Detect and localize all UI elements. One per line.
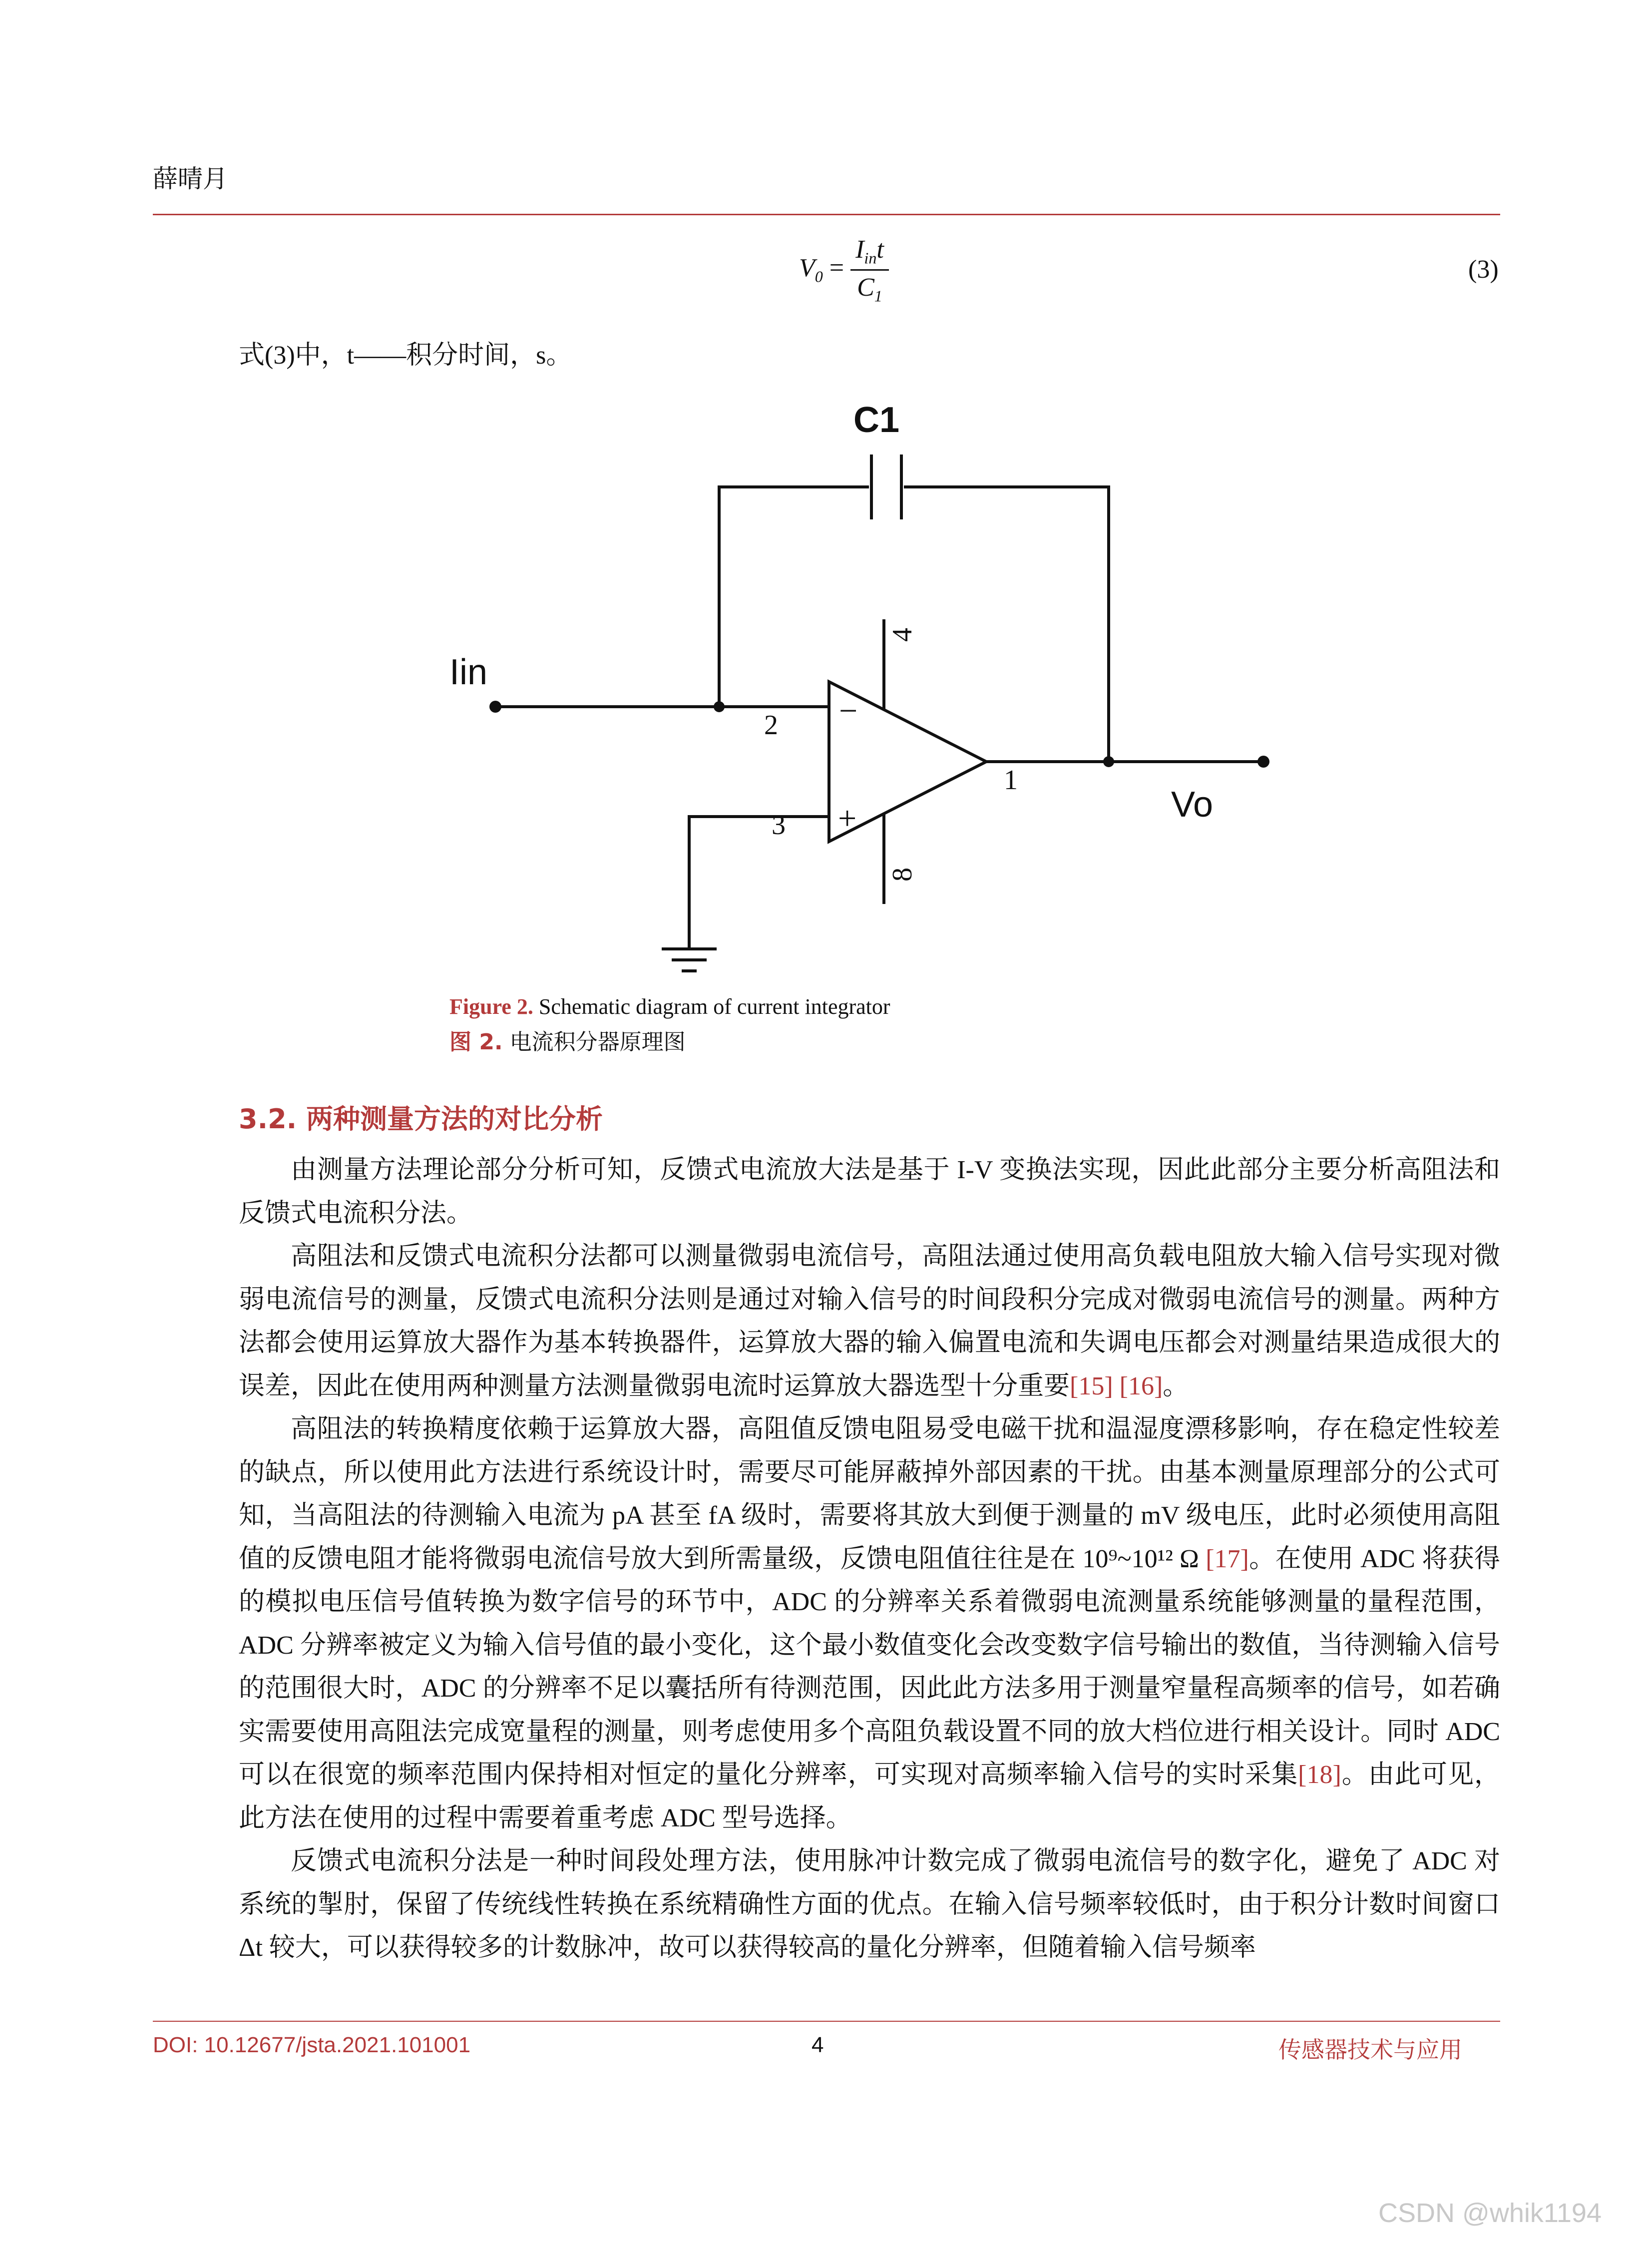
minus-sign: − <box>839 693 858 729</box>
journal-name: 传感器技术与应用 <box>1278 2036 1462 2063</box>
paragraph: 高阻法的转换精度依赖于运算放大器，高阻值反馈电阻易受电磁干扰和温湿度漂移影响，存在稳定性较差的缺点，所以使用此方法进行系统设计时，需要尽可能屏蔽掉外部因素的干扰。由基本测量原理部分的公式可知，当高阻法的待测输入电流为 pA 甚至 fA 级时，需要将其放大到便于测量的 mV 级电压，此时必须使用高阻值的反馈电阻才能将微弱电流信号放大到所需量级，反馈电阻值往往是在 10⁹~10¹² Ω [17]。在使用 ADC 将获得的模拟电压信号值转换为数字信号的环节中，ADC 的分辨率关系着微弱电流测量系统能够测量的量程范围，ADC 分辨率被定义为输入信号值的最小变化，这个最小数值变化会改变数字信号输出的数值，当待测输入信号的范围很大时，ADC 的分辨率不足以囊括所有待测范围，因此此方法多用于测量窄量程高频率的信号，如若确实需要使用高阻法完成宽量程的测量，则考虑使用多个高阻负载设置不同的放大档位进行相关设计。同时 ADC 可以在很宽的频率范围内保持相对恒定的量化分辨率，可实现对高频率输入信号的实时采集[18]。由此可见，此方法在使用的过程中需要着重考虑 ADC 型号选择。 <box>239 1415 1500 1832</box>
capacitor-label: C1 <box>853 400 900 440</box>
page-number: 4 <box>812 2033 824 2057</box>
pin-bottom: 8 <box>887 868 918 882</box>
body-text <box>239 1149 1500 1970</box>
author-name: 薛晴月 <box>153 165 228 193</box>
footer-rule <box>153 2021 1500 2022</box>
equation-3: $V_0$ = $\frac{I_{in}t}{C_1}$ <box>799 235 889 306</box>
citation-link[interactable]: [18] <box>1298 1761 1341 1789</box>
equation-fraction: $\frac{I_{in}t}{C_1}$ <box>850 235 889 306</box>
input-label: Iin <box>449 652 488 692</box>
watermark: CSDN @whik1194 <box>1378 2198 1602 2228</box>
figure-text-en: Schematic diagram of current integrator <box>538 994 890 1019</box>
equation-lhs: $V_0$ <box>799 253 823 286</box>
citation-link[interactable]: [17] <box>1206 1544 1249 1573</box>
figure-label-zh: 图 2. <box>449 1029 503 1055</box>
equation-number: (3) <box>1468 255 1499 284</box>
pin-output: 1 <box>1004 765 1018 796</box>
pin-noninverting: 3 <box>772 810 786 841</box>
integrator-schematic <box>439 390 1288 1014</box>
plus-sign: + <box>838 800 857 837</box>
citation-link[interactable]: [15] [16] <box>1070 1371 1163 1400</box>
pin-inverting: 2 <box>764 710 778 741</box>
header-rule <box>153 214 1500 215</box>
figure-caption-en <box>449 994 890 1019</box>
paragraph: 反馈式电流积分法是一种时间段处理方法，使用脉冲计数完成了微弱电流信号的数字化，避免了 ADC 对系统的掣肘，保留了传统线性转换在系统精确性方面的优点。在输入信号频率较低时，由于积分计数时间窗口 Δt 较大，可以获得较多的计数脉冲，故可以获得较高的量化分辨率，但随着输入信号频率 <box>239 1847 1500 1962</box>
variable-note: 式(3)中，t——积分时间，s。 <box>239 341 572 370</box>
figure-caption-zh <box>449 1024 686 1056</box>
output-label: Vo <box>1171 785 1214 825</box>
figure-label-en: Figure 2. <box>449 994 533 1019</box>
paragraph: 高阻法和反馈式电流积分法都可以测量微弱电流信号，高阻法通过使用高负载电阻放大输入信号实现对微弱电流信号的测量，反馈式电流积分法则是通过对输入信号的时间段积分完成对微弱电流信号的测量。两种方法都会使用运算放大器作为基本转换器件，运算放大器的输入偏置电流和失调电压都会对测量结果造成很大的误差，因此在使用两种测量方法测量微弱电流时运算放大器选型十分重要[15] [16]。 <box>239 1242 1500 1400</box>
footer-doi[interactable]: DOI: 10.12677/jsta.2021.101001 <box>153 2033 471 2057</box>
pin-top: 4 <box>887 628 918 642</box>
section-heading: 3.2. 两种测量方法的对比分析 <box>239 1103 603 1135</box>
figure-text-zh: 电流积分器原理图 <box>509 1029 686 1055</box>
paragraph: 由测量方法理论部分分析可知，反馈式电流放大法是基于 I-V 变换法实现，因此此部分主要分析高阻法和反馈式电流积分法。 <box>239 1156 1500 1228</box>
